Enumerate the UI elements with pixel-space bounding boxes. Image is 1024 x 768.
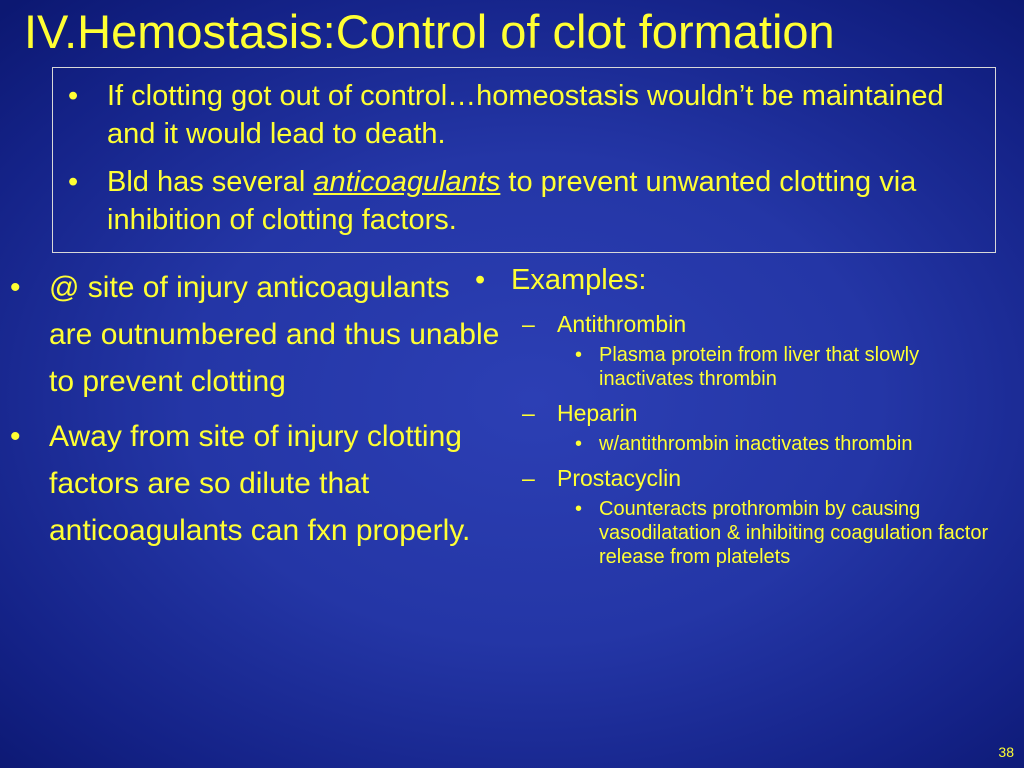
examples-heading (475, 260, 1015, 300)
summary-bullet-list (62, 77, 992, 239)
example-prostacyclin (475, 462, 1015, 495)
dash-mark: – (522, 400, 535, 426)
bullet-mark: • (68, 80, 79, 112)
examples-list (475, 260, 1015, 571)
left-bullet-1 (10, 264, 500, 405)
example-detail: w/antithrombin inactivates thrombin (599, 433, 913, 455)
examples-heading-text: Examples: (511, 264, 647, 296)
bullet-mark: • (575, 344, 583, 366)
bullet-mark: • (10, 271, 21, 304)
example-detail: Plasma protein from liver that slowly inactivates thrombin (599, 344, 920, 390)
bullet-mark: • (10, 420, 21, 453)
summary-bullet-text-after: to prevent unwanted clotting via inhibition of clotting factors. (107, 166, 917, 236)
example-heparin (475, 397, 1015, 430)
example-detail: Counteracts prothrombin by causing vasodilatation & inhibiting coagulation factor release from platelets (599, 498, 989, 568)
example-antithrombin-detail (475, 343, 1015, 391)
slide-title: IV.Hemostasis:Control of clot formation (24, 5, 835, 58)
example-prostacyclin-detail (475, 497, 1015, 569)
bullet-mark: • (575, 433, 583, 455)
left-bullet-list (10, 264, 500, 554)
example-name: Prostacyclin (557, 465, 681, 491)
bullet-mark: • (575, 498, 583, 520)
summary-bullet-text: If clotting got out of control…homeostasis wouldn’t be maintained and it would lead to death. (107, 80, 944, 150)
dash-mark: – (522, 311, 535, 337)
bullet-mark: • (68, 166, 79, 198)
example-antithrombin (475, 308, 1015, 341)
summary-box (52, 67, 996, 253)
page-number: 38 (998, 744, 1014, 760)
anticoagulants-term: anticoagulants (313, 166, 501, 198)
summary-bullet-text-before: Bld has several (107, 166, 314, 198)
left-bullet-text: @ site of injury anticoagulants are outnumbered and thus unable to prevent clotting (49, 271, 500, 398)
example-name: Heparin (557, 400, 638, 426)
example-heparin-detail (475, 432, 1015, 456)
bullet-mark: • (475, 264, 486, 296)
example-name: Antithrombin (557, 311, 687, 337)
left-bullet-2 (10, 413, 500, 554)
summary-bullet-2 (62, 163, 992, 239)
dash-mark: – (522, 465, 535, 491)
left-bullet-text: Away from site of injury clotting factors are so dilute that anticoagulants can fxn properly. (49, 420, 471, 547)
summary-bullet-1 (62, 77, 992, 153)
